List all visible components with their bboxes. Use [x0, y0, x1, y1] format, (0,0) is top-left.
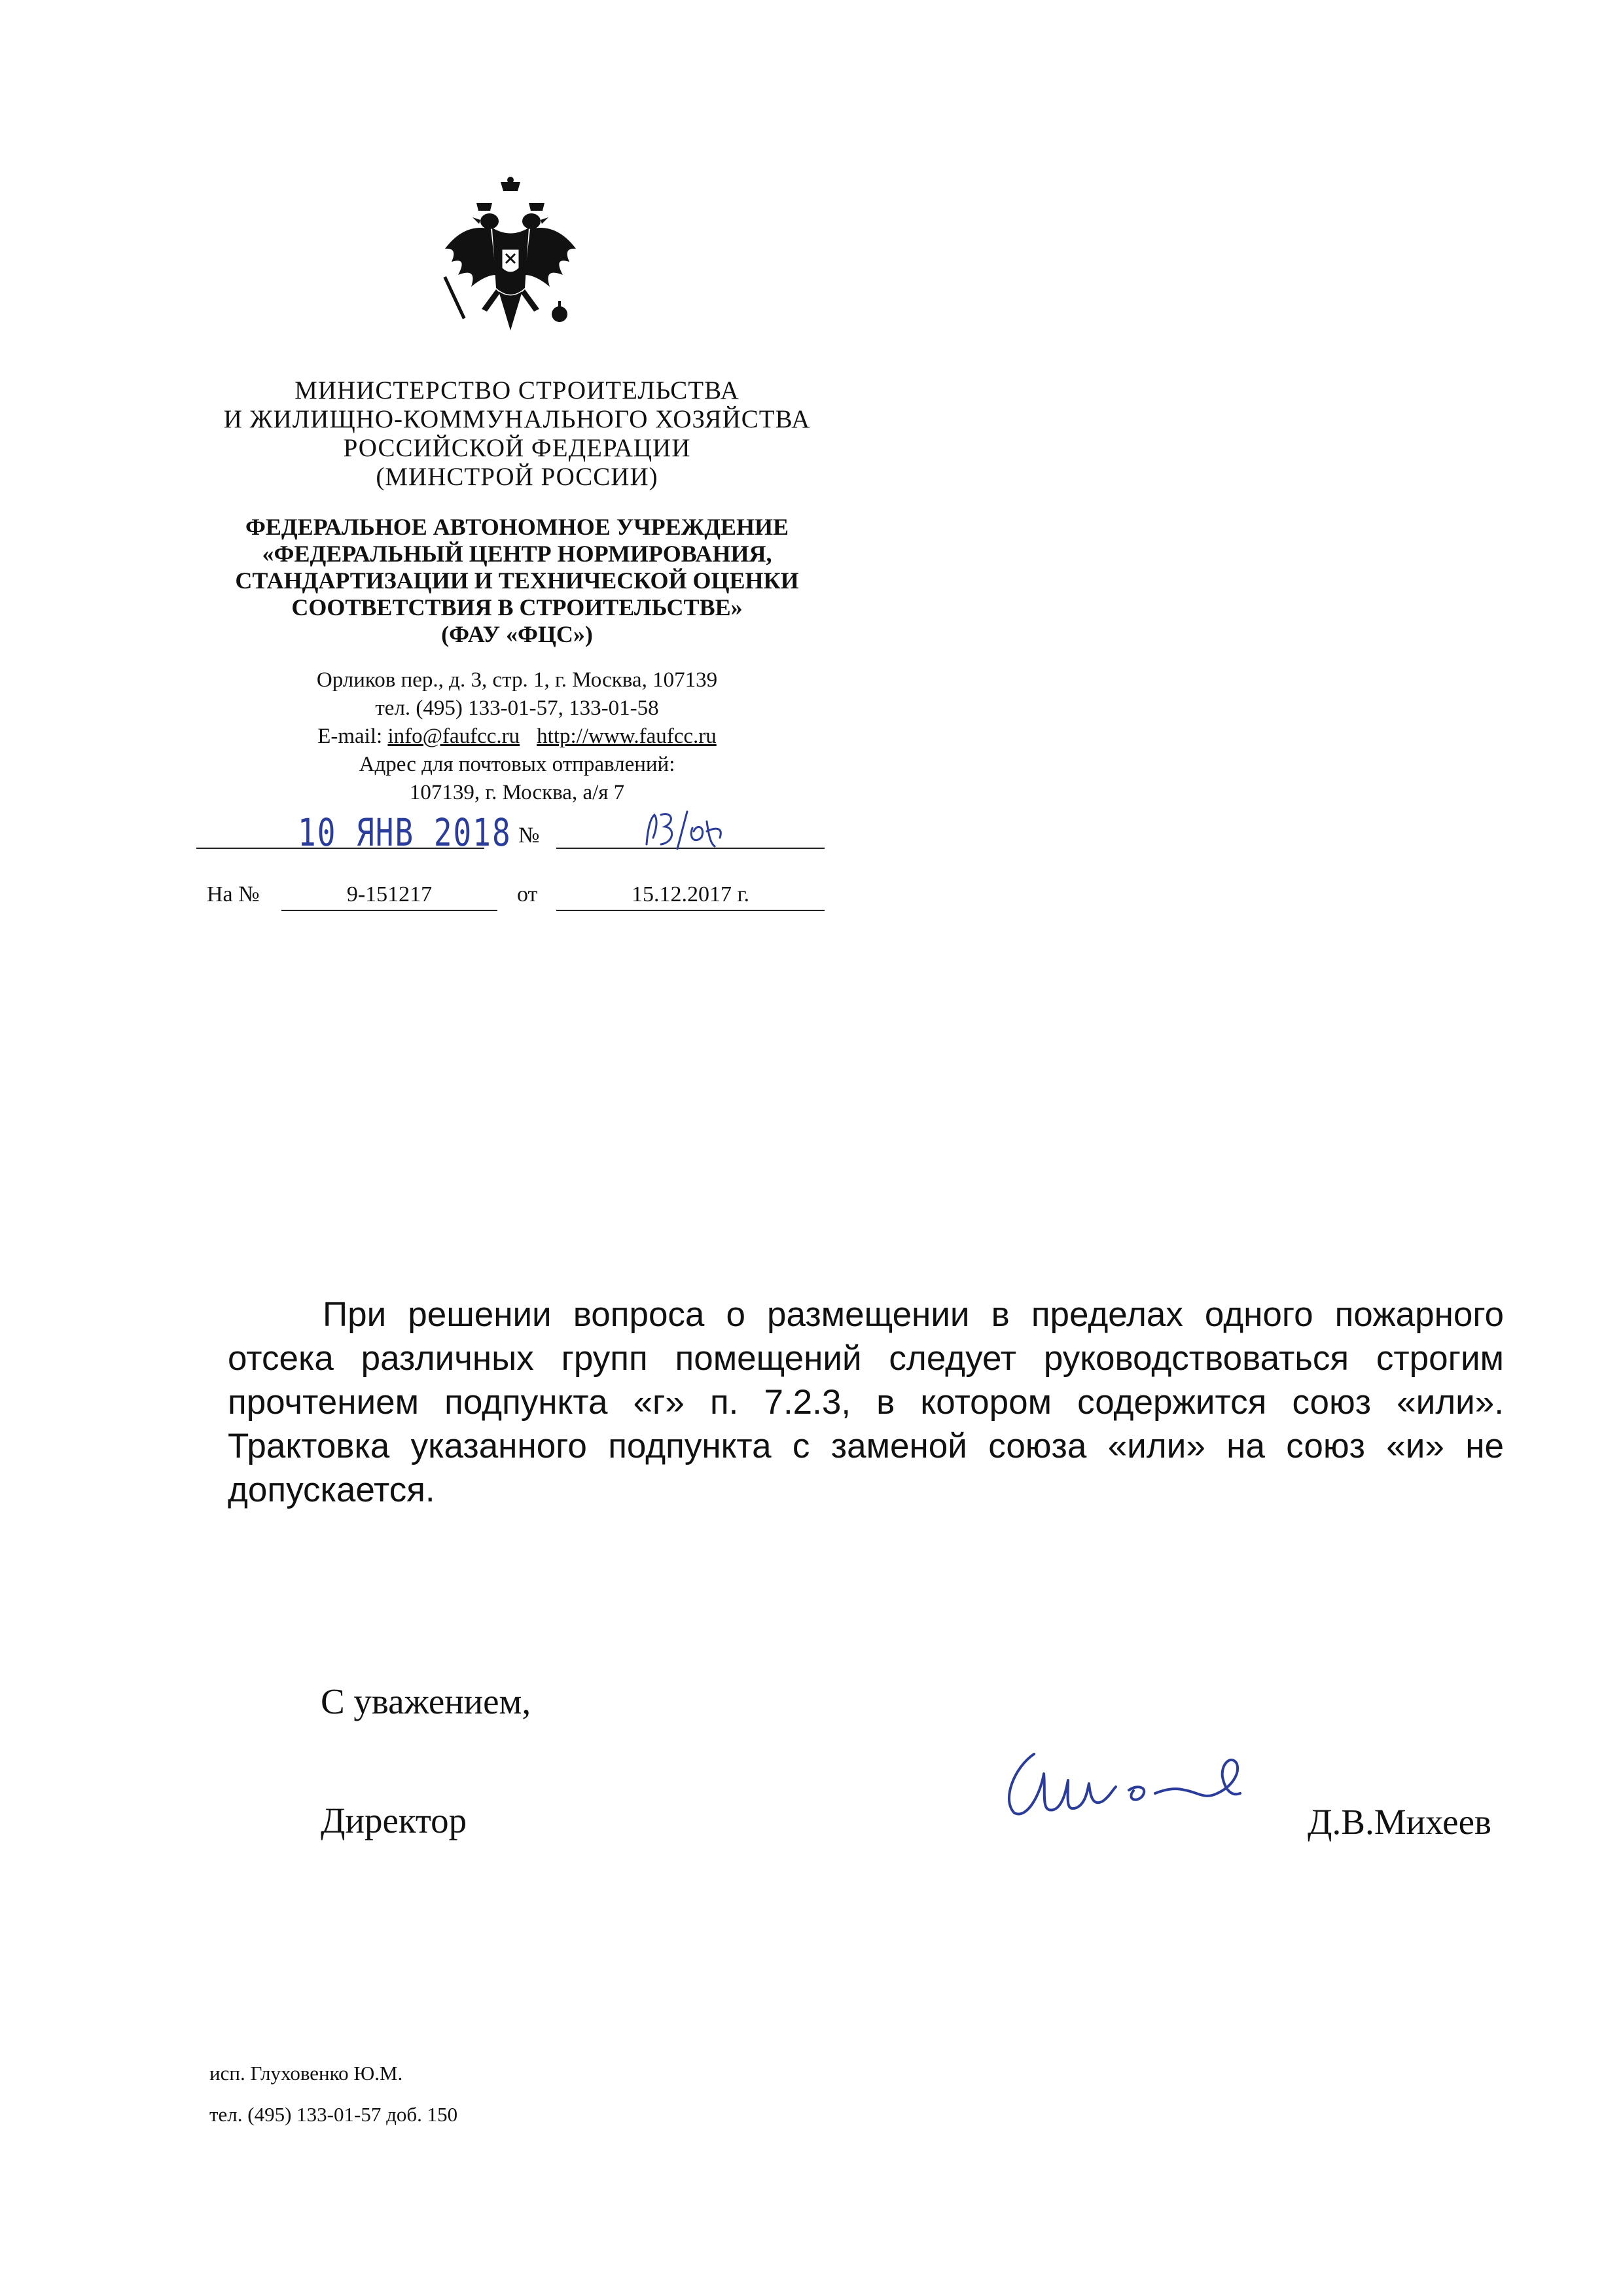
ministry-line: МИНИСТЕРСТВО СТРОИТЕЛЬСТВА	[294, 376, 740, 404]
from-label: от	[517, 882, 538, 906]
ministry-line: И ЖИЛИЩНО-КОММУНАЛЬНОГО ХОЗЯЙСТВА	[223, 405, 811, 433]
letter-body: При решении вопроса о размещении в пределах одного пожарного отсека различных групп помещений следует руководствоваться строгим прочтением подпункта «г» п. 7.2.3, в котором содержится союз «или». Трактовка указанного подпункта с заменой союза «или» на союз «и» не допускается.	[228, 1295, 1504, 1509]
signature	[988, 1728, 1329, 1839]
organization-line: ФЕДЕРАЛЬНОЕ АВТОНОМНОЕ УЧРЕЖДЕНИЕ	[245, 514, 789, 540]
ministry-line: РОССИЙСКОЙ ФЕДЕРАЦИИ	[343, 434, 691, 462]
website-link[interactable]: http://www.faufcc.ru	[537, 725, 717, 748]
reference-number: 9-151217	[346, 882, 433, 906]
email-link[interactable]: info@faufcc.ru	[387, 725, 520, 748]
russian-coat-of-arms-icon	[438, 177, 582, 347]
ministry-header	[190, 376, 844, 492]
signatory-name: Д.В.Михеев	[1308, 1802, 1491, 1842]
organization-header	[190, 514, 844, 648]
organization-line: СТАНДАРТИЗАЦИИ И ТЕХНИЧЕСКОЙ ОЦЕНКИ	[235, 567, 799, 594]
reference-date-underline	[556, 910, 825, 911]
reference-label: На №	[207, 882, 260, 906]
organization-line: (ФАУ «ФЦС»)	[441, 621, 593, 647]
executor-name: исп. Глуховенко Ю.М.	[209, 2062, 403, 2085]
executor-phone: тел. (495) 133-01-57 доб. 150	[209, 2103, 458, 2126]
email-label: E-mail:	[317, 725, 383, 748]
organization-line: «ФЕДЕРАЛЬНЫЙ ЦЕНТР НОРМИРОВАНИЯ,	[262, 541, 772, 567]
organization-line: СООТВЕТСТВИЯ В СТРОИТЕЛЬСТВЕ»	[291, 594, 743, 620]
phone-numbers: тел. (495) 133-01-57, 133-01-58	[375, 696, 659, 720]
date-stamp: 10 ЯНВ 2018	[298, 810, 512, 855]
email-line	[190, 723, 844, 751]
postal-address: 107139, г. Москва, а/я 7	[409, 781, 625, 804]
reference-date: 15.12.2017 г.	[631, 882, 750, 906]
handwritten-number	[641, 808, 746, 854]
closing-regards: С уважением,	[321, 1681, 531, 1721]
signatory-position: Директор	[321, 1801, 467, 1840]
ministry-line: (МИНСТРОЙ РОССИИ)	[376, 463, 658, 491]
street-address: Орликов пер., д. 3, стр. 1, г. Москва, 107139	[316, 668, 718, 692]
number-label: №	[518, 823, 540, 848]
contact-block	[190, 666, 844, 807]
reference-underline	[281, 910, 497, 911]
postal-label: Адрес для почтовых отправлений:	[359, 753, 675, 776]
